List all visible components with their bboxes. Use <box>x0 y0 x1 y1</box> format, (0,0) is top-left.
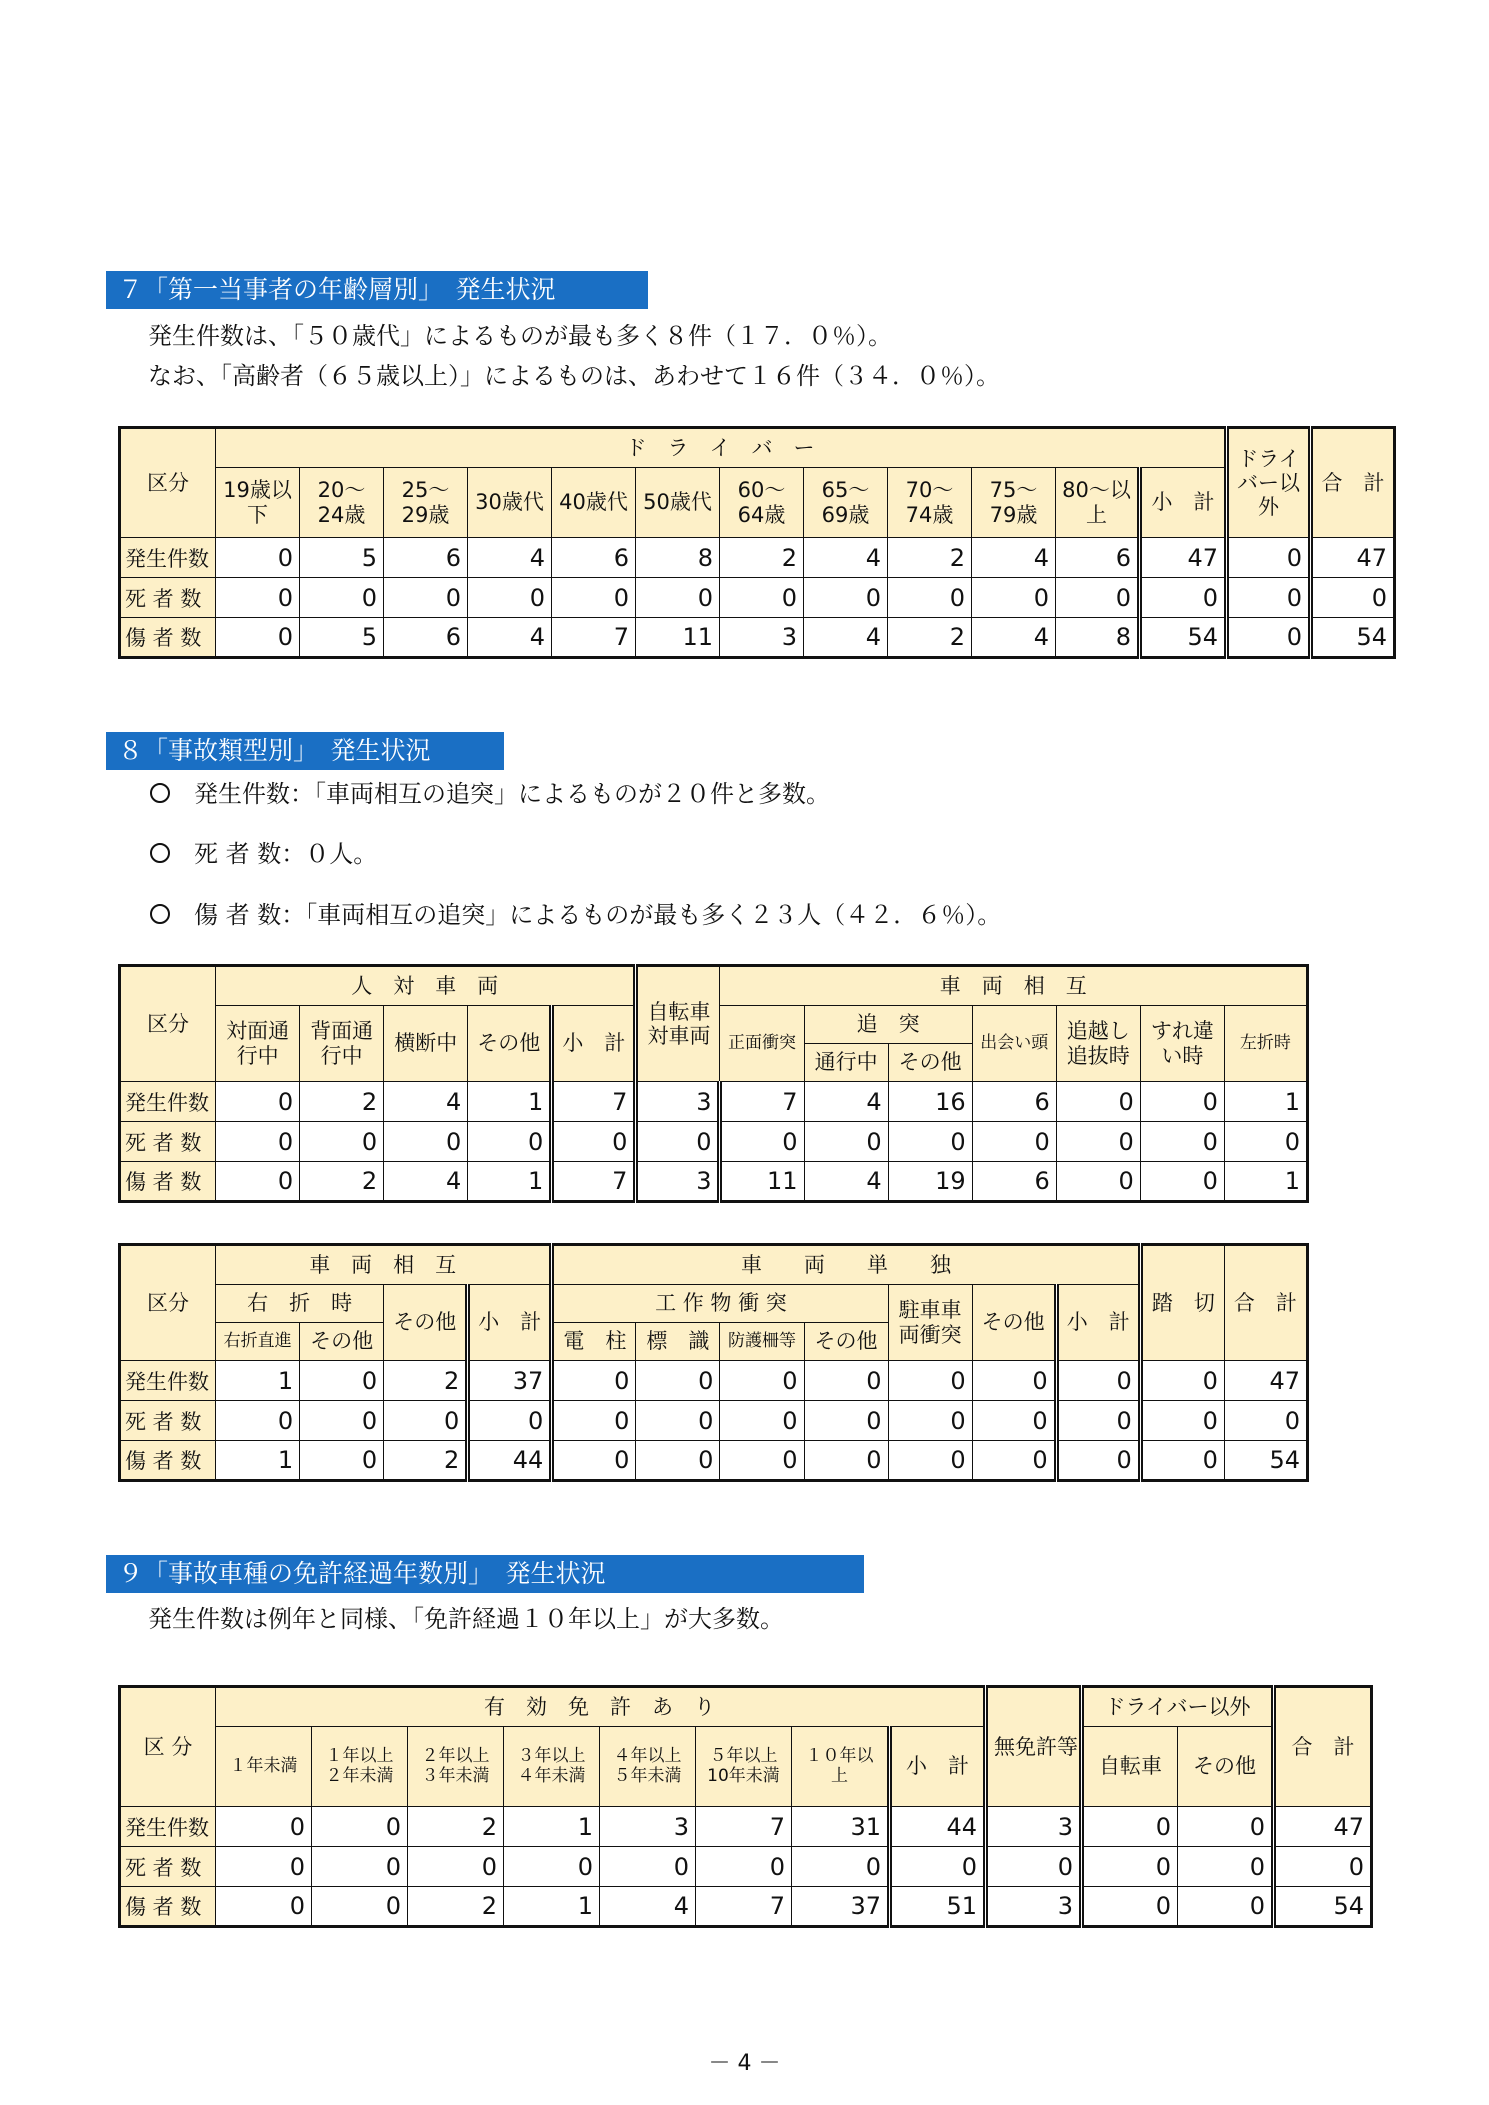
table-cell: 7 <box>696 1887 792 1927</box>
table-cell: 1 <box>216 1361 300 1401</box>
section-8-bullet-2: 死 者 数：０人。 <box>150 834 377 869</box>
t2-col-guardrail: 防護柵等 <box>720 1323 804 1361</box>
t1-col-left-turn: 左折時 <box>1224 1006 1307 1082</box>
table-cell: 11 <box>636 618 720 658</box>
license-years-table-body <box>120 1807 1372 1927</box>
table-cell: 0 <box>636 1441 720 1481</box>
age-col-header: 25～29歳 <box>384 468 468 538</box>
table-cell: 5 <box>300 618 384 658</box>
table-cell: 0 <box>636 1122 720 1162</box>
table-cell: 0 <box>216 1082 300 1122</box>
table-cell: 0 <box>552 1401 636 1441</box>
table-cell: 7 <box>552 618 636 658</box>
t2-right-turn-header: 右 折 時 <box>216 1285 384 1323</box>
table-cell: 6 <box>384 618 468 658</box>
t1-bicycle-header: 自転車対車両 <box>636 966 720 1082</box>
section-8-heading: ８「事故類型別」 発生状況 <box>106 732 504 770</box>
table-cell: 0 <box>1056 1082 1140 1122</box>
section-7-paragraph-2: なお、「高齢者（６５歳以上）」によるものは、あわせて１６件（３４．０％）。 <box>148 362 1000 390</box>
t2-crossing-header: 踏 切 <box>1140 1245 1224 1361</box>
age-col-header: 70～74歳 <box>888 468 972 538</box>
t1-col-rear-other: その他 <box>888 1044 972 1082</box>
t1-col-overtaking: 追越し追抜時 <box>1056 1006 1140 1082</box>
table-cell: 1 <box>468 1082 552 1122</box>
table-cell: 2 <box>300 1162 384 1202</box>
table-cell: 0 <box>468 1122 552 1162</box>
table-cell: 2 <box>384 1361 468 1401</box>
table-cell: 0 <box>300 1122 384 1162</box>
table-cell: 5 <box>300 538 384 578</box>
t1-col-head-on: 正面衝突 <box>720 1006 804 1082</box>
age-col-header: 20～24歳 <box>300 468 384 538</box>
t2-kubun-header: 区分 <box>120 1245 216 1361</box>
table-cell: 0 <box>552 578 636 618</box>
license-col-header: ５年以上10年未満 <box>696 1727 792 1807</box>
license-col-header: その他 <box>1178 1727 1274 1807</box>
age-table <box>118 426 1396 659</box>
table-cell: 4 <box>600 1887 696 1927</box>
age-subtotal-header: 小 計 <box>1140 468 1227 538</box>
table-cell: 0 <box>300 1401 384 1441</box>
row-label: 発生件数 <box>120 538 216 578</box>
table-cell: 0 <box>1056 1441 1140 1481</box>
table-cell: 0 <box>804 1401 888 1441</box>
table-cell: 7 <box>552 1162 636 1202</box>
table-cell: 6 <box>552 538 636 578</box>
age-table-driver-header: ド ラ イ バ ー <box>216 428 1227 468</box>
section-8-bullet-1: 発生件数：「車両相互の追突」によるものが２０件と多数。 <box>150 774 830 809</box>
row-label: 傷 者 数 <box>120 1162 216 1202</box>
table-cell: 3 <box>720 618 804 658</box>
table-cell: 0 <box>384 578 468 618</box>
table-cell: 0 <box>804 1361 888 1401</box>
t1-kubun-header: 区分 <box>120 966 216 1082</box>
table-cell: 1 <box>504 1807 600 1847</box>
table-cell: 0 <box>1274 1847 1372 1887</box>
license-col-header: １年以上２年未満 <box>312 1727 408 1807</box>
t3-total-header: 合 計 <box>1274 1687 1372 1807</box>
age-col-header: 65～69歳 <box>804 468 888 538</box>
table-cell: 0 <box>468 578 552 618</box>
table-row <box>120 578 1395 618</box>
table-cell: 0 <box>720 1441 804 1481</box>
row-label: 死 者 数 <box>120 1847 216 1887</box>
table-cell: 0 <box>312 1887 408 1927</box>
row-label: 発生件数 <box>120 1807 216 1847</box>
table-cell: 0 <box>216 538 300 578</box>
table-cell: 0 <box>1178 1847 1274 1887</box>
table-cell: 0 <box>720 1122 804 1162</box>
row-label: 傷 者 数 <box>120 1887 216 1927</box>
age-col-header: 75～79歳 <box>972 468 1056 538</box>
subtotal-cell: 0 <box>1140 578 1227 618</box>
table-cell: 0 <box>504 1847 600 1887</box>
table-cell: 0 <box>720 578 804 618</box>
section-8-bullet-3: 傷 者 数：「車両相互の追突」によるものが最も多く２３人（４２．６％）。 <box>150 895 1001 930</box>
circle-bullet-icon <box>150 904 170 924</box>
table-cell: 7 <box>696 1807 792 1847</box>
license-col-header: ４年以上５年未満 <box>600 1727 696 1807</box>
t2-structure-header: 工 作 物 衝 突 <box>552 1285 888 1323</box>
age-col-header: 30歳代 <box>468 468 552 538</box>
table-cell: 0 <box>1140 1361 1224 1401</box>
total-cell: 47 <box>1311 538 1395 578</box>
table-row <box>120 618 1395 658</box>
table-cell: 37 <box>468 1361 552 1401</box>
section-7-paragraph-1: 発生件数は、「５０歳代」によるものが最も多く８件（１７．０％）。 <box>148 322 892 350</box>
table-cell: 0 <box>408 1847 504 1887</box>
t2-col-right-other: その他 <box>300 1323 384 1361</box>
age-col-header: 80～以上 <box>1056 468 1140 538</box>
table-cell: 0 <box>972 578 1056 618</box>
table-cell: 4 <box>804 1082 888 1122</box>
table-cell: 3 <box>600 1807 696 1847</box>
table-cell: 19 <box>888 1162 972 1202</box>
t3-valid-license-header: 有 効 免 許 あ り <box>216 1687 986 1727</box>
table-cell: 1 <box>468 1162 552 1202</box>
age-table-nondriver-header: ドライバー以外 <box>1227 428 1311 538</box>
t1-col-crossing: 横断中 <box>384 1006 468 1082</box>
table-cell: 0 <box>696 1847 792 1887</box>
table-cell: 2 <box>300 1082 384 1122</box>
table-cell: 2 <box>384 1441 468 1481</box>
row-label: 発生件数 <box>120 1082 216 1122</box>
section-7-heading: ７「第一当事者の年齢層別」 発生状況 <box>106 271 648 309</box>
table-cell: 0 <box>1082 1847 1178 1887</box>
table-cell: 47 <box>1274 1807 1372 1847</box>
subtotal-cell: 54 <box>1140 618 1227 658</box>
age-col-header: 60～64歳 <box>720 468 804 538</box>
age-col-header: 40歳代 <box>552 468 636 538</box>
circle-bullet-icon <box>150 783 170 803</box>
total-cell: 54 <box>1311 618 1395 658</box>
age-table-kubun-header: 区分 <box>120 428 216 538</box>
t2-col-structure-other: その他 <box>804 1323 888 1361</box>
row-label: 傷 者 数 <box>120 1441 216 1481</box>
table-cell: 0 <box>1140 1122 1224 1162</box>
table-cell: 0 <box>1224 1122 1307 1162</box>
table-cell: 0 <box>1178 1807 1274 1847</box>
table-cell: 7 <box>552 1082 636 1122</box>
table-cell: 0 <box>312 1807 408 1847</box>
table-cell: 2 <box>888 538 972 578</box>
t1-col-subtotal: 小 計 <box>552 1006 636 1082</box>
table-cell: 4 <box>972 538 1056 578</box>
subtotal-cell: 47 <box>1140 538 1227 578</box>
table-cell: 3 <box>636 1082 720 1122</box>
non-driver-cell: 0 <box>1227 538 1311 578</box>
table-cell: 0 <box>552 1361 636 1401</box>
circle-bullet-icon <box>150 843 170 863</box>
t1-person-vehicle-header: 人 対 車 両 <box>216 966 636 1006</box>
table-cell: 0 <box>792 1847 890 1887</box>
table-cell: 0 <box>804 1122 888 1162</box>
table-cell: 0 <box>1082 1807 1178 1847</box>
table-cell: 47 <box>1224 1361 1307 1401</box>
table-cell: 37 <box>792 1887 890 1927</box>
table-row <box>120 1401 1308 1441</box>
table-cell: 0 <box>600 1847 696 1887</box>
license-col-header: １０年以上 <box>792 1727 890 1807</box>
table-cell: 0 <box>720 1361 804 1401</box>
table-row <box>120 1082 1308 1122</box>
table-cell: 4 <box>804 618 888 658</box>
table-cell: 44 <box>890 1807 986 1847</box>
table-cell: 6 <box>384 538 468 578</box>
table-cell: 0 <box>1056 1361 1140 1401</box>
table-cell: 0 <box>300 578 384 618</box>
table-cell: 0 <box>1140 1401 1224 1441</box>
table-cell: 1 <box>216 1441 300 1481</box>
table-cell: 0 <box>384 1401 468 1441</box>
row-label: 死 者 数 <box>120 1122 216 1162</box>
table-cell: 0 <box>804 578 888 618</box>
table-cell: 54 <box>1274 1887 1372 1927</box>
age-table-total-header: 合 計 <box>1311 428 1395 538</box>
table-cell: 1 <box>1224 1162 1307 1202</box>
table-cell: 31 <box>792 1807 890 1847</box>
table-cell: 44 <box>468 1441 552 1481</box>
table-cell: 4 <box>468 538 552 578</box>
table-cell: 2 <box>408 1807 504 1847</box>
table-cell: 3 <box>986 1807 1082 1847</box>
section-9-paragraph: 発生件数は例年と同様、「免許経過１０年以上」が大多数。 <box>148 1605 784 1633</box>
age-col-header: 50歳代 <box>636 468 720 538</box>
table-cell: 0 <box>1140 1441 1224 1481</box>
table-cell: 4 <box>468 618 552 658</box>
table-cell: 0 <box>300 1361 384 1401</box>
table-cell: 0 <box>216 578 300 618</box>
table-cell: 0 <box>312 1847 408 1887</box>
t1-col-passing: すれ違い時 <box>1140 1006 1224 1082</box>
table-row <box>120 1807 1372 1847</box>
table-cell: 0 <box>552 1441 636 1481</box>
table-cell: 0 <box>1140 1082 1224 1122</box>
table-cell: 0 <box>636 1361 720 1401</box>
table-cell: 2 <box>408 1887 504 1927</box>
t1-col-rear-moving: 通行中 <box>804 1044 888 1082</box>
table-cell: 0 <box>384 1122 468 1162</box>
table-row <box>120 1887 1372 1927</box>
t1-col-other: その他 <box>468 1006 552 1082</box>
total-cell: 0 <box>1311 578 1395 618</box>
license-col-header: ２年以上３年未満 <box>408 1727 504 1807</box>
table-cell: 1 <box>1224 1082 1307 1122</box>
table-cell: 0 <box>552 1122 636 1162</box>
t2-col-single-other: その他 <box>972 1285 1056 1361</box>
table-cell: 8 <box>636 538 720 578</box>
t2-vehicle-mutual-header: 車 両 相 互 <box>216 1245 552 1285</box>
table-cell: 0 <box>216 1807 312 1847</box>
license-col-header: １年未満 <box>216 1727 312 1807</box>
table-cell: 0 <box>636 1401 720 1441</box>
table-row <box>120 1361 1308 1401</box>
non-driver-cell: 0 <box>1227 618 1311 658</box>
table-cell: 4 <box>972 618 1056 658</box>
table-row <box>120 1847 1372 1887</box>
table-cell: 0 <box>804 1441 888 1481</box>
t2-total-header: 合 計 <box>1224 1245 1307 1361</box>
table-cell: 0 <box>1056 1122 1140 1162</box>
t2-col-pole: 電 柱 <box>552 1323 636 1361</box>
table-row <box>120 1162 1308 1202</box>
table-cell: 0 <box>216 1847 312 1887</box>
accident-type-table-1-body <box>120 1082 1308 1202</box>
t1-col-encounter: 出会い頭 <box>972 1006 1056 1082</box>
table-cell: 0 <box>890 1847 986 1887</box>
table-cell: 0 <box>216 1162 300 1202</box>
table-cell: 51 <box>890 1887 986 1927</box>
table-row <box>120 538 1395 578</box>
table-cell: 0 <box>216 1122 300 1162</box>
table-cell: 4 <box>384 1162 468 1202</box>
table-cell: 0 <box>300 1441 384 1481</box>
table-cell: 6 <box>972 1082 1056 1122</box>
table-cell: 0 <box>1056 1162 1140 1202</box>
row-label: 発生件数 <box>120 1361 216 1401</box>
table-cell: 2 <box>720 538 804 578</box>
t1-col-rear-end: 追 突 <box>804 1006 972 1044</box>
t1-col-facing: 対面通行中 <box>216 1006 300 1082</box>
t3-no-license-header: 無免許等 <box>986 1687 1082 1807</box>
t2-col-vehicle-subtotal: 小 計 <box>468 1285 552 1361</box>
table-cell: 2 <box>888 618 972 658</box>
table-cell: 3 <box>986 1887 1082 1927</box>
t3-non-driver-header: ドライバー以外 <box>1082 1687 1274 1727</box>
t2-col-vehicle-other: その他 <box>384 1285 468 1361</box>
table-cell: 0 <box>216 1887 312 1927</box>
row-label: 傷 者 数 <box>120 618 216 658</box>
t3-subheader-row <box>120 1727 1372 1807</box>
table-cell: 0 <box>636 578 720 618</box>
t2-single-vehicle-header: 車 両 単 独 <box>552 1245 1140 1285</box>
table-cell: 3 <box>636 1162 720 1202</box>
age-table-body <box>120 538 1395 658</box>
table-cell: 0 <box>888 1401 972 1441</box>
page-number: － 4 － <box>708 2051 781 2076</box>
license-col-header: 小 計 <box>890 1727 986 1807</box>
t2-col-right-straight: 右折直進 <box>216 1323 300 1361</box>
table-cell: 0 <box>1178 1887 1274 1927</box>
table-cell: 0 <box>888 1122 972 1162</box>
table-cell: 0 <box>720 1401 804 1441</box>
license-col-header: 自転車 <box>1082 1727 1178 1807</box>
t1-vehicle-mutual-header: 車 両 相 互 <box>720 966 1308 1006</box>
table-cell: 11 <box>720 1162 804 1202</box>
table-cell: 4 <box>384 1082 468 1122</box>
table-cell: 1 <box>504 1887 600 1927</box>
license-years-table <box>118 1685 1373 1928</box>
t2-col-single-subtotal: 小 計 <box>1056 1285 1140 1361</box>
license-col-header: ３年以上４年未満 <box>504 1727 600 1807</box>
non-driver-cell: 0 <box>1227 578 1311 618</box>
table-cell: 0 <box>972 1122 1056 1162</box>
table-cell: 0 <box>972 1401 1056 1441</box>
row-label: 死 者 数 <box>120 1401 216 1441</box>
table-cell: 0 <box>1056 1401 1140 1441</box>
t2-col-sign: 標 識 <box>636 1323 720 1361</box>
table-cell: 4 <box>804 1162 888 1202</box>
table-row <box>120 1122 1308 1162</box>
table-cell: 0 <box>1140 1162 1224 1202</box>
age-col-header: 19歳以下 <box>216 468 300 538</box>
table-row <box>120 1441 1308 1481</box>
row-label: 死 者 数 <box>120 578 216 618</box>
table-cell: 54 <box>1224 1441 1307 1481</box>
table-cell: 0 <box>986 1847 1082 1887</box>
table-cell: 0 <box>972 1441 1056 1481</box>
section-9-heading: ９「事故車種の免許経過年数別」 発生状況 <box>106 1555 864 1593</box>
table-cell: 6 <box>972 1162 1056 1202</box>
table-cell: 0 <box>888 1361 972 1401</box>
accident-type-table-1 <box>118 964 1309 1203</box>
t1-col-back: 背面通行中 <box>300 1006 384 1082</box>
table-cell: 0 <box>888 578 972 618</box>
table-cell: 7 <box>720 1082 804 1122</box>
table-cell: 0 <box>216 618 300 658</box>
t2-col-parked-vehicle: 駐車車両衝突 <box>888 1285 972 1361</box>
t3-kubun-header: 区 分 <box>120 1687 216 1807</box>
accident-type-table-2-body <box>120 1361 1308 1481</box>
table-cell: 4 <box>804 538 888 578</box>
table-cell: 0 <box>468 1401 552 1441</box>
table-cell: 16 <box>888 1082 972 1122</box>
table-cell: 0 <box>972 1361 1056 1401</box>
age-table-age-header-row <box>120 468 1395 538</box>
table-cell: 0 <box>1224 1401 1307 1441</box>
table-cell: 6 <box>1056 538 1140 578</box>
table-cell: 0 <box>216 1401 300 1441</box>
accident-type-table-2 <box>118 1243 1309 1482</box>
table-cell: 0 <box>1082 1887 1178 1927</box>
table-cell: 8 <box>1056 618 1140 658</box>
table-cell: 0 <box>1056 578 1140 618</box>
table-cell: 0 <box>888 1441 972 1481</box>
